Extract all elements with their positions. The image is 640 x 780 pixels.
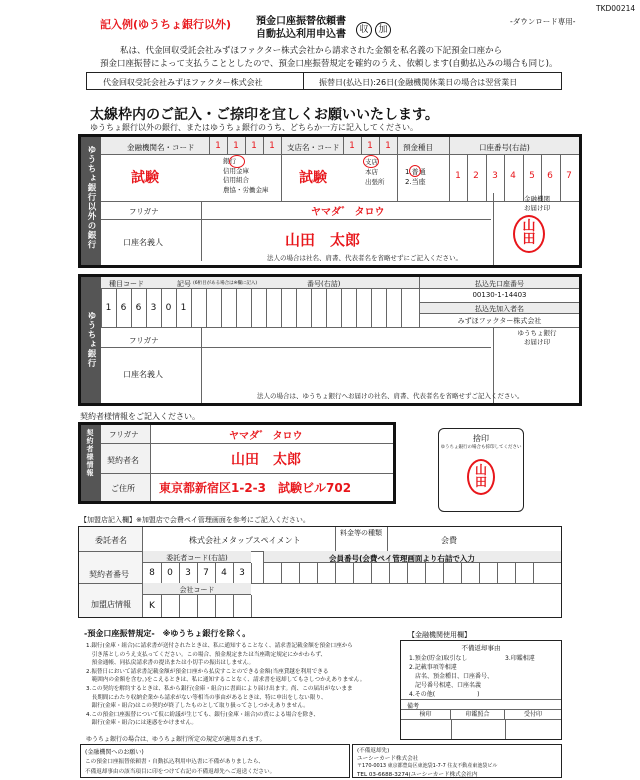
bank-code-cells [209,137,281,155]
yucho-number-label: 番号(右詰) [307,280,341,288]
info-company: 代金回収受託会社みずほファクター株式会社 [103,78,263,87]
footer-left-line2: 不備返却事由の該当項目に印をつけて右記の不備返却先へご返送ください。 [85,769,276,775]
yucho-code-cells [101,289,419,327]
contractor-section [78,422,396,504]
yucho-side-label: ゆうちょ銀行 [86,311,96,368]
consignor-code-digit[interactable]: 7 [203,568,209,578]
branch-type-circle [363,155,379,168]
branch-name-value[interactable]: 試験 [299,170,327,186]
rules-item: 銀行(金庫・組合)はこの契約が終了したものとして取り扱ってさしつかえありません。 [86,703,309,710]
rules-item: 範囲内の金額を含む。)をこえるときは、私に通知することなく、請求書を返却してもさしつかえありません。 [86,677,366,684]
deposit-type-circle [409,165,421,177]
store-info-label: 加盟店情報 [91,600,131,609]
bank-type-bank[interactable]: 銀行 [223,157,236,165]
rules-title: -預金口座振替規定- ※ゆうちょ銀行を除く。 [84,629,251,638]
reject-reason: 記号番号相違、口座名義 [409,682,482,689]
bank-code-digit[interactable]: 1 [269,141,275,151]
yucho-section [78,274,582,406]
footer-left-title: (金融機関へのお願い) [85,749,144,756]
bank-code-digit[interactable]: 1 [251,141,257,151]
rules-item: 3.この契約を解約するときは、私から銀行(金庫・組合)に書面により届け出ます。尚、この届出がないまま [86,685,353,692]
contractor-address-label: ご住所 [111,484,135,493]
branch-type-branch[interactable]: 支店 [365,158,378,166]
consignor-code-digit[interactable]: 8 [149,568,155,578]
consignor-code-digit[interactable]: 0 [167,568,173,578]
account-digit[interactable]: 6 [547,171,553,181]
bank-name-value[interactable]: 試験 [131,170,159,186]
yucho-kigo-note: (6桁目がある場合は※欄に記入) [193,281,258,286]
intro-line-1: 私は、代金回収受託会社みずほファクター株式会社から請求された金額を私名義の下記預金口座から [120,46,503,56]
footer-left-line1: この預金口座振替依頼書・自動払込利用申込書に不備がありましたら、 [85,759,265,765]
yucho-payee-block [419,277,579,327]
footer-right-address: 〒170-0013 東京都豊島区東池袋1-7-7 住友不動産東池袋ビル [357,763,498,769]
yucho-seal-label: ゆうちょ銀行 お届け印 [517,329,557,346]
payee-no-label: 払込先口座番号 [475,280,524,288]
branch-type-office[interactable]: 出張所 [365,178,385,186]
bank-use-box [400,640,562,740]
reject-reason[interactable]: 2.記載事項等相違 [409,664,457,671]
info-transfer-day: 振替日(払込日):26日(金融機関休業日の場合は翌営業日 [319,78,518,87]
consignor-code-cells [143,563,251,583]
bank-seal-label: 金融機関 お届け印 [524,195,550,212]
fee-value: 会費 [441,536,457,545]
bank-type-kumiai[interactable]: 信用組合 [223,176,249,184]
payee-no-value: 00130-1-14403 [472,291,527,299]
branch-code-digit[interactable]: 1 [367,141,373,151]
yucho-code-digit[interactable]: 1 [180,303,187,313]
yucho-code-label: 種目コード [109,280,144,288]
title-line-1: 預金口座振替依頼書 [256,16,346,27]
title-line-2: 自動払込利用申込書 [256,29,346,40]
rules-footer: ゆうちょ銀行の場合は、ゆうちょ銀行所定の規定が適用されます。 [86,736,266,743]
rules-item: 預金通帳、同払戻請求書の提出または小切手の振出はしません。 [86,660,255,667]
yucho-corp-note: 法人の場合は、ゆうちょ銀行へお届けの社名、肩書、代表者名を省略せずご記入ください。 [257,392,524,400]
remarks-label: 備考 [407,703,420,710]
bank-type-shinkin[interactable]: 信用金庫 [223,166,249,175]
bank-code-label: 金融機関名・コード [127,143,195,152]
fee-label: 料金等の種類 [340,529,382,537]
company-code-digit[interactable]: K [149,601,155,611]
bank-side-band [81,137,101,265]
branch-type-head[interactable]: 本店 [365,168,378,176]
discard-seal-box [438,428,524,512]
consignor-label: 委託者名 [95,536,127,545]
company-code-cells [143,595,251,617]
store-section [78,526,562,618]
consignor-code-label: 委託者コード(右詰) [166,554,228,562]
col-inspection: 検印 [401,709,451,719]
bank-type-circle [229,155,245,168]
title-stamp-receipt: 収 [356,22,372,38]
bank-type-nokyo[interactable]: 農協・労働金庫 [223,185,269,194]
rules-item: 長期間にわたり収納企業から請求がない等相当の事由があるときは、特に申出をしない限り、 [86,694,327,701]
doc-code: TKD00214 [596,4,636,13]
branch-code-digit[interactable]: 1 [385,141,391,151]
bank-holder-value[interactable]: 山田 太郎 [285,231,361,249]
footer-right-title: (不備返却先) [357,748,390,754]
branch-code-label: 支店名・コード [287,143,340,152]
bank-furigana-value[interactable]: ヤマダ゛ タロウ [311,207,385,218]
bank-use-title: 【金融機関使用欄】 [408,631,471,639]
bank-code-digit[interactable]: 1 [215,141,221,151]
bank-furigana-label: フリガナ [129,207,159,216]
account-digit[interactable]: 2 [473,171,479,181]
bank-corp-note: 法人の場合は社名、肩書、代表者名を省略せずにご記入ください。 [267,254,462,262]
rules-item: 4.この預金口座振替について仮に紛議が生じても、銀行(金庫・組合)の責による場合を除き、 [86,711,320,718]
company-code-label: 会社コード [179,586,215,594]
info-bar [86,72,562,90]
contractor-side-band [81,425,101,501]
store-heading: 【加盟店記入欄】※加盟店で会費ペイ管理画面を参考にご記入ください。 [80,516,310,524]
rules-item: 銀行(金庫・組合)には迷惑をかけません。 [86,720,197,727]
intro-line-2: 預金口座振替によって支払うこととしたので、預金口座振替規定を確約のうえ、依頼します(自動払込みの場合も同じ)。 [100,59,558,69]
account-no-label: 口座番号(右詰) [479,143,530,152]
col-seal-check: 印鑑照合 [451,709,505,719]
download-only-label: -ダウンロード専用- [510,17,576,26]
reject-reason[interactable]: 4.その他( ) [409,691,480,698]
account-digit[interactable]: 1 [455,171,461,181]
consignor-code-digit[interactable]: 4 [221,568,227,578]
account-digit[interactable]: 4 [510,171,516,181]
yucho-code-digit[interactable]: 6 [135,303,142,313]
col-receipt: 受付印 [523,711,542,718]
bank-holder-label: 口座名義人 [123,238,163,247]
deposit-type-current[interactable]: 2.当座 [405,178,426,186]
discard-seal-sub: ゆうちょ銀行の場合も捺印してください [440,445,522,450]
contractor-name-label: 契約者名 [107,456,139,465]
branch-code-cells [343,137,397,155]
account-digit[interactable]: 3 [492,171,498,181]
consignor-code-digit[interactable]: 3 [239,568,245,578]
contractor-side-label: 契約者様情報 [86,429,94,477]
member-no-cells [263,563,561,583]
yucho-furigana-label: フリガナ [129,336,159,345]
reject-reason[interactable]: 1.預金(貯金)取引なし [409,655,468,662]
discard-seal-stamp: 山 田 [467,459,495,495]
deposit-type-ordinary[interactable]: 1.普通 [405,168,426,176]
footer-right-box [352,744,562,778]
contractor-furigana-value[interactable]: ヤマダ゛ タロウ [229,431,303,442]
yucho-kigo-label: 記号 [177,280,191,288]
rules-item: 2.振替日において請求書記載金額が預金口座から払戻すことのできる金額(当座貸越を利用できる [86,668,329,675]
contract-no-label: 契約者番号 [89,570,129,579]
contractor-address-value[interactable]: 東京都新宿区1-2-3 試験ビル702 [159,481,352,495]
contractor-name-value[interactable]: 山田 太郎 [231,452,301,468]
payee-name-value: みずほファクター株式会社 [457,317,542,325]
contractor-furigana-label: フリガナ [109,430,139,439]
rules-item: 引き落としのうえ支払ってください。この場合、預金規定または当座勘定規定にかかわらず、 [86,651,327,658]
notice-main: 太線枠内のご記入・ご捺印を宜しくお願いいたします。 [90,107,439,123]
footer-right-tel: TEL 03-6688-3274(ユーシーカード株式会社内 [357,772,478,778]
footer-left-box [80,744,350,778]
yucho-code-digit[interactable]: 3 [150,303,157,313]
account-digit[interactable]: 7 [566,171,572,181]
reject-reason[interactable]: 3.印鑑相違 [505,655,535,662]
branch-code-digit[interactable]: 1 [349,141,355,151]
yucho-code-digit[interactable]: 1 [105,303,112,313]
reject-title: 不備返却事由 [461,644,501,652]
yucho-code-digit[interactable]: 6 [120,303,127,313]
consignor-value: 株式会社メタップスペイメント [189,536,301,545]
contractor-heading: 契約者様情報をご記入ください。 [80,412,200,421]
yucho-code-digit[interactable]: 0 [165,303,172,313]
reject-reason: 店名、預金種目、口座番号、 [409,673,494,680]
example-label: 記入例(ゆうちょ銀行以外) [100,18,232,31]
notice-sub: ゆうちょ銀行以外の銀行、またはゆうちょ銀行のうち、どちらか一方に記入してください。 [90,123,418,132]
bank-side-label: ゆうちょ銀行以外の銀行 [86,145,96,250]
discard-seal-label: 捨印 [473,434,489,443]
member-no-label: 会員番号(会費ペイ管理画面より右詰で入力 [329,554,475,563]
bank-section [78,134,582,268]
footer-right-company: ユーシーカード株式会社 [357,756,419,762]
title-stamp-add: 加 [375,22,391,38]
rules-body [86,642,386,728]
payee-name-label: 払込先加入者名 [475,305,524,313]
deposit-type-label: 預金種目 [403,143,433,152]
bank-seal-stamp: 山 田 [513,215,545,253]
yucho-side-band [81,277,101,403]
bank-code-digit[interactable]: 1 [233,141,239,151]
account-digit[interactable]: 5 [529,171,535,181]
rules-item: 1.銀行(金庫・組合)に請求書が送付されたときは、私に通知することなく、請求書記載金額を預金口座から [86,643,353,649]
consignor-code-digit[interactable]: 3 [185,568,191,578]
yucho-holder-label: 口座名義人 [123,370,163,379]
